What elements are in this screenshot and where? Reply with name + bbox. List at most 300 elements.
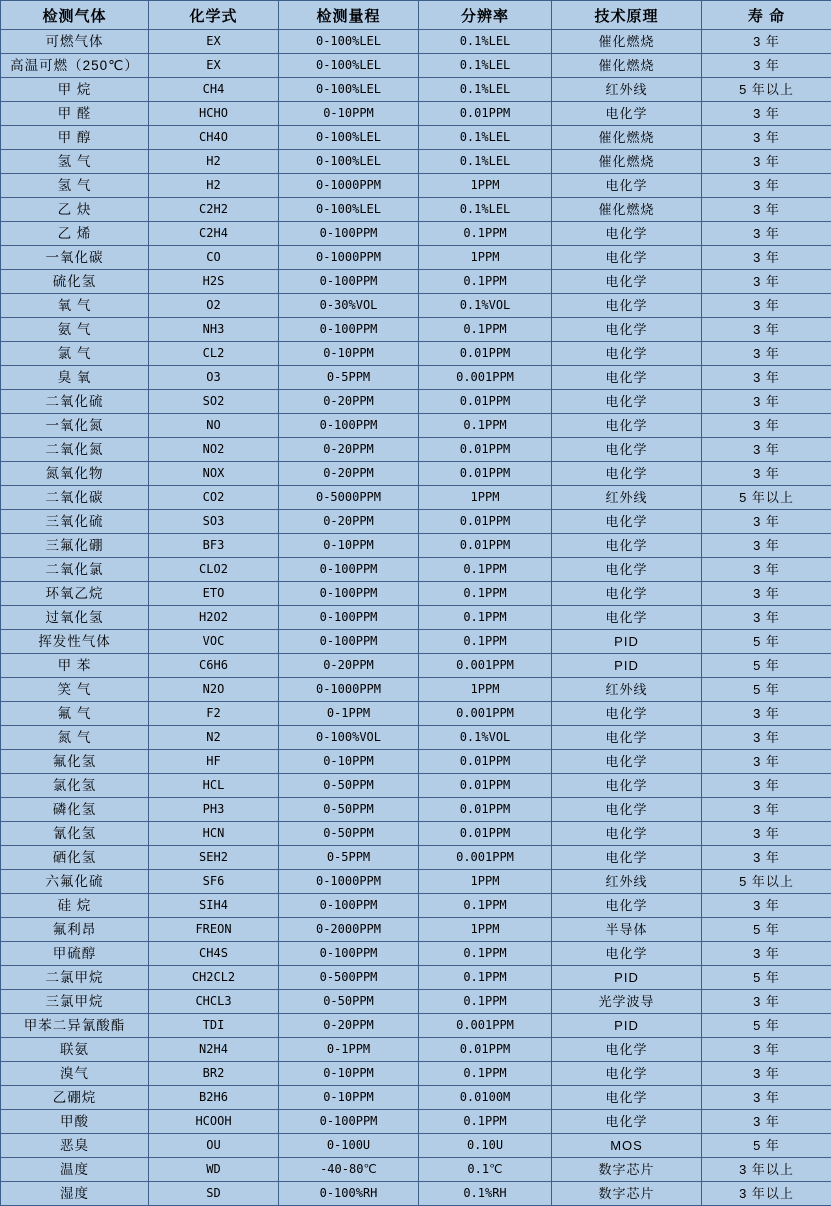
cell-range: 0-20PPM bbox=[279, 654, 419, 678]
table-row bbox=[1, 1110, 831, 1134]
cell-resolution: 1PPM bbox=[419, 870, 552, 894]
cell-resolution: 0.01PPM bbox=[419, 534, 552, 558]
table-row bbox=[1, 390, 831, 414]
cell-life: 3 年 bbox=[702, 582, 831, 606]
table-row bbox=[1, 990, 831, 1014]
cell-formula: NO2 bbox=[149, 438, 279, 462]
cell-range: 0-100U bbox=[279, 1134, 419, 1158]
cell-life: 5 年 bbox=[702, 918, 831, 942]
cell-principle: 电化学 bbox=[552, 294, 702, 318]
cell-life: 3 年 bbox=[702, 606, 831, 630]
cell-life: 3 年 bbox=[702, 1062, 831, 1086]
cell-range: 0-20PPM bbox=[279, 1014, 419, 1038]
cell-principle: 电化学 bbox=[552, 774, 702, 798]
column-header-gas: 检测气体 bbox=[1, 1, 149, 30]
cell-range: 0-100PPM bbox=[279, 318, 419, 342]
cell-gas: 氮氧化物 bbox=[1, 462, 149, 486]
cell-range: 0-30%VOL bbox=[279, 294, 419, 318]
cell-formula: SEH2 bbox=[149, 846, 279, 870]
cell-resolution: 1PPM bbox=[419, 174, 552, 198]
cell-principle: 红外线 bbox=[552, 678, 702, 702]
cell-resolution: 0.1PPM bbox=[419, 606, 552, 630]
cell-gas: 硒化氢 bbox=[1, 846, 149, 870]
cell-formula: H2O2 bbox=[149, 606, 279, 630]
cell-principle: 电化学 bbox=[552, 462, 702, 486]
cell-range: 0-50PPM bbox=[279, 774, 419, 798]
cell-range: 0-5000PPM bbox=[279, 486, 419, 510]
cell-formula: CH2CL2 bbox=[149, 966, 279, 990]
cell-life: 3 年 bbox=[702, 534, 831, 558]
cell-gas: 氯 气 bbox=[1, 342, 149, 366]
table-row bbox=[1, 222, 831, 246]
cell-life: 3 年以上 bbox=[702, 1182, 831, 1206]
cell-gas: 一氧化氮 bbox=[1, 414, 149, 438]
cell-formula: NH3 bbox=[149, 318, 279, 342]
table-row bbox=[1, 702, 831, 726]
table-row bbox=[1, 846, 831, 870]
cell-formula: SF6 bbox=[149, 870, 279, 894]
cell-gas: 三氯甲烷 bbox=[1, 990, 149, 1014]
column-header-life: 寿 命 bbox=[702, 1, 831, 30]
cell-resolution: 0.1PPM bbox=[419, 1110, 552, 1134]
cell-gas: 溴气 bbox=[1, 1062, 149, 1086]
cell-gas: 甲酸 bbox=[1, 1110, 149, 1134]
cell-gas: 甲硫醇 bbox=[1, 942, 149, 966]
cell-principle: 电化学 bbox=[552, 390, 702, 414]
cell-range: 0-100PPM bbox=[279, 582, 419, 606]
cell-life: 3 年 bbox=[702, 1110, 831, 1134]
cell-range: 0-5PPM bbox=[279, 366, 419, 390]
cell-formula: HCN bbox=[149, 822, 279, 846]
cell-range: 0-1000PPM bbox=[279, 870, 419, 894]
table-row bbox=[1, 606, 831, 630]
cell-principle: 数字芯片 bbox=[552, 1182, 702, 1206]
cell-range: 0-50PPM bbox=[279, 990, 419, 1014]
cell-resolution: 0.01PPM bbox=[419, 774, 552, 798]
cell-life: 3 年 bbox=[702, 174, 831, 198]
table-row bbox=[1, 270, 831, 294]
cell-principle: 电化学 bbox=[552, 534, 702, 558]
cell-life: 3 年 bbox=[702, 558, 831, 582]
cell-life: 3 年 bbox=[702, 126, 831, 150]
cell-principle: 电化学 bbox=[552, 894, 702, 918]
cell-formula: CH4O bbox=[149, 126, 279, 150]
cell-formula: NOX bbox=[149, 462, 279, 486]
cell-principle: 电化学 bbox=[552, 270, 702, 294]
cell-formula: CH4S bbox=[149, 942, 279, 966]
cell-gas: 硫化氢 bbox=[1, 270, 149, 294]
cell-gas: 高温可燃（250℃） bbox=[1, 54, 149, 78]
table-row bbox=[1, 246, 831, 270]
cell-principle: 半导体 bbox=[552, 918, 702, 942]
cell-range: 0-100PPM bbox=[279, 222, 419, 246]
cell-resolution: 0.01PPM bbox=[419, 1038, 552, 1062]
cell-resolution: 0.1%LEL bbox=[419, 126, 552, 150]
cell-formula: BR2 bbox=[149, 1062, 279, 1086]
cell-gas: 六氟化硫 bbox=[1, 870, 149, 894]
cell-life: 3 年 bbox=[702, 390, 831, 414]
table-row bbox=[1, 750, 831, 774]
cell-range: 0-100PPM bbox=[279, 894, 419, 918]
cell-formula: WD bbox=[149, 1158, 279, 1182]
cell-gas: 二氧化氮 bbox=[1, 438, 149, 462]
cell-gas: 氰化氢 bbox=[1, 822, 149, 846]
cell-life: 3 年以上 bbox=[702, 1158, 831, 1182]
table-row bbox=[1, 1014, 831, 1038]
table-row bbox=[1, 822, 831, 846]
cell-life: 3 年 bbox=[702, 54, 831, 78]
cell-life: 3 年 bbox=[702, 102, 831, 126]
table-header-row bbox=[1, 1, 831, 30]
cell-life: 3 年 bbox=[702, 294, 831, 318]
cell-principle: 电化学 bbox=[552, 246, 702, 270]
cell-principle: 电化学 bbox=[552, 1086, 702, 1110]
table-row bbox=[1, 774, 831, 798]
table-row bbox=[1, 414, 831, 438]
cell-gas: 二氯甲烷 bbox=[1, 966, 149, 990]
cell-formula: SO3 bbox=[149, 510, 279, 534]
cell-formula: FREON bbox=[149, 918, 279, 942]
cell-formula: ETO bbox=[149, 582, 279, 606]
cell-gas: 三氧化硫 bbox=[1, 510, 149, 534]
cell-formula: B2H6 bbox=[149, 1086, 279, 1110]
cell-formula: F2 bbox=[149, 702, 279, 726]
table-row bbox=[1, 630, 831, 654]
cell-principle: 电化学 bbox=[552, 174, 702, 198]
cell-range: 0-10PPM bbox=[279, 342, 419, 366]
cell-formula: PH3 bbox=[149, 798, 279, 822]
cell-range: 0-100PPM bbox=[279, 270, 419, 294]
cell-principle: 电化学 bbox=[552, 582, 702, 606]
table-row bbox=[1, 558, 831, 582]
table-row bbox=[1, 486, 831, 510]
cell-principle: 光学波导 bbox=[552, 990, 702, 1014]
cell-gas: 氢 气 bbox=[1, 150, 149, 174]
table-row bbox=[1, 342, 831, 366]
cell-life: 3 年 bbox=[702, 366, 831, 390]
cell-resolution: 0.01PPM bbox=[419, 510, 552, 534]
cell-range: 0-50PPM bbox=[279, 798, 419, 822]
cell-resolution: 0.01PPM bbox=[419, 750, 552, 774]
table-row bbox=[1, 1134, 831, 1158]
cell-range: 0-20PPM bbox=[279, 462, 419, 486]
cell-resolution: 0.01PPM bbox=[419, 342, 552, 366]
cell-formula: O3 bbox=[149, 366, 279, 390]
cell-resolution: 0.1PPM bbox=[419, 558, 552, 582]
table-row bbox=[1, 438, 831, 462]
cell-principle: 电化学 bbox=[552, 942, 702, 966]
cell-principle: 电化学 bbox=[552, 606, 702, 630]
cell-range: 0-20PPM bbox=[279, 438, 419, 462]
cell-resolution: 0.1PPM bbox=[419, 990, 552, 1014]
cell-life: 3 年 bbox=[702, 438, 831, 462]
cell-formula: CLO2 bbox=[149, 558, 279, 582]
cell-gas: 三氟化硼 bbox=[1, 534, 149, 558]
cell-principle: 电化学 bbox=[552, 750, 702, 774]
cell-principle: 电化学 bbox=[552, 1038, 702, 1062]
table-row bbox=[1, 918, 831, 942]
cell-principle: 电化学 bbox=[552, 1110, 702, 1134]
cell-resolution: 0.1PPM bbox=[419, 270, 552, 294]
table-row bbox=[1, 1086, 831, 1110]
table-row bbox=[1, 30, 831, 54]
cell-resolution: 0.1PPM bbox=[419, 894, 552, 918]
table-row bbox=[1, 462, 831, 486]
cell-principle: 红外线 bbox=[552, 870, 702, 894]
cell-resolution: 1PPM bbox=[419, 246, 552, 270]
cell-principle: 电化学 bbox=[552, 1062, 702, 1086]
cell-life: 3 年 bbox=[702, 510, 831, 534]
cell-resolution: 0.10U bbox=[419, 1134, 552, 1158]
cell-formula: CO2 bbox=[149, 486, 279, 510]
cell-resolution: 0.001PPM bbox=[419, 366, 552, 390]
cell-resolution: 0.1%LEL bbox=[419, 150, 552, 174]
table-row bbox=[1, 798, 831, 822]
cell-resolution: 0.0100M bbox=[419, 1086, 552, 1110]
cell-resolution: 0.01PPM bbox=[419, 462, 552, 486]
cell-formula: VOC bbox=[149, 630, 279, 654]
cell-gas: 氟 气 bbox=[1, 702, 149, 726]
cell-resolution: 0.001PPM bbox=[419, 846, 552, 870]
cell-resolution: 0.1%LEL bbox=[419, 54, 552, 78]
cell-range: 0-10PPM bbox=[279, 102, 419, 126]
cell-gas: 甲苯二异氰酸酯 bbox=[1, 1014, 149, 1038]
table-row bbox=[1, 294, 831, 318]
cell-range: 0-100PPM bbox=[279, 942, 419, 966]
table-row bbox=[1, 894, 831, 918]
cell-range: 0-1000PPM bbox=[279, 678, 419, 702]
cell-range: 0-20PPM bbox=[279, 510, 419, 534]
cell-formula: O2 bbox=[149, 294, 279, 318]
table-row bbox=[1, 534, 831, 558]
cell-resolution: 0.001PPM bbox=[419, 1014, 552, 1038]
cell-formula: C2H4 bbox=[149, 222, 279, 246]
cell-formula: EX bbox=[149, 30, 279, 54]
cell-principle: 催化燃烧 bbox=[552, 198, 702, 222]
cell-principle: 电化学 bbox=[552, 558, 702, 582]
cell-life: 3 年 bbox=[702, 1038, 831, 1062]
cell-gas: 氟化氢 bbox=[1, 750, 149, 774]
cell-range: 0-100%LEL bbox=[279, 54, 419, 78]
cell-resolution: 0.1PPM bbox=[419, 942, 552, 966]
cell-gas: 挥发性气体 bbox=[1, 630, 149, 654]
cell-gas: 过氧化氢 bbox=[1, 606, 149, 630]
cell-life: 5 年以上 bbox=[702, 78, 831, 102]
cell-gas: 一氧化碳 bbox=[1, 246, 149, 270]
cell-formula: N2 bbox=[149, 726, 279, 750]
table-row bbox=[1, 102, 831, 126]
cell-formula: NO bbox=[149, 414, 279, 438]
cell-resolution: 0.01PPM bbox=[419, 390, 552, 414]
cell-principle: 电化学 bbox=[552, 510, 702, 534]
table-row bbox=[1, 966, 831, 990]
cell-principle: 电化学 bbox=[552, 438, 702, 462]
cell-resolution: 0.1%LEL bbox=[419, 198, 552, 222]
cell-resolution: 1PPM bbox=[419, 918, 552, 942]
cell-range: 0-5PPM bbox=[279, 846, 419, 870]
column-header-resolution: 分辨率 bbox=[419, 1, 552, 30]
cell-gas: 二氧化碳 bbox=[1, 486, 149, 510]
table-row bbox=[1, 1182, 831, 1206]
cell-principle: 电化学 bbox=[552, 318, 702, 342]
cell-resolution: 0.1PPM bbox=[419, 1062, 552, 1086]
cell-gas: 氯化氢 bbox=[1, 774, 149, 798]
cell-principle: MOS bbox=[552, 1134, 702, 1158]
cell-range: 0-100%LEL bbox=[279, 198, 419, 222]
table-row bbox=[1, 54, 831, 78]
cell-life: 3 年 bbox=[702, 750, 831, 774]
cell-resolution: 0.01PPM bbox=[419, 438, 552, 462]
cell-life: 3 年 bbox=[702, 222, 831, 246]
cell-life: 3 年 bbox=[702, 846, 831, 870]
cell-range: 0-10PPM bbox=[279, 750, 419, 774]
cell-range: 0-100%VOL bbox=[279, 726, 419, 750]
cell-formula: N2O bbox=[149, 678, 279, 702]
cell-resolution: 1PPM bbox=[419, 486, 552, 510]
cell-formula: C2H2 bbox=[149, 198, 279, 222]
cell-range: 0-100PPM bbox=[279, 1110, 419, 1134]
cell-range: 0-50PPM bbox=[279, 822, 419, 846]
cell-gas: 联氨 bbox=[1, 1038, 149, 1062]
cell-formula: OU bbox=[149, 1134, 279, 1158]
cell-life: 3 年 bbox=[702, 990, 831, 1014]
cell-life: 3 年 bbox=[702, 894, 831, 918]
cell-range: 0-1000PPM bbox=[279, 246, 419, 270]
cell-resolution: 0.1PPM bbox=[419, 582, 552, 606]
table-row bbox=[1, 1062, 831, 1086]
table-body bbox=[1, 30, 831, 1206]
cell-formula: HF bbox=[149, 750, 279, 774]
cell-gas: 氧 气 bbox=[1, 294, 149, 318]
cell-life: 5 年 bbox=[702, 1134, 831, 1158]
cell-gas: 氨 气 bbox=[1, 318, 149, 342]
cell-life: 3 年 bbox=[702, 30, 831, 54]
cell-principle: 电化学 bbox=[552, 702, 702, 726]
cell-formula: CO bbox=[149, 246, 279, 270]
cell-formula: C6H6 bbox=[149, 654, 279, 678]
cell-formula: SO2 bbox=[149, 390, 279, 414]
cell-range: 0-100%LEL bbox=[279, 78, 419, 102]
cell-life: 3 年 bbox=[702, 942, 831, 966]
table-row bbox=[1, 366, 831, 390]
cell-resolution: 0.1%VOL bbox=[419, 294, 552, 318]
cell-principle: 催化燃烧 bbox=[552, 126, 702, 150]
cell-resolution: 0.1PPM bbox=[419, 414, 552, 438]
cell-principle: 电化学 bbox=[552, 726, 702, 750]
cell-formula: SD bbox=[149, 1182, 279, 1206]
cell-resolution: 0.01PPM bbox=[419, 822, 552, 846]
column-header-principle: 技术原理 bbox=[552, 1, 702, 30]
cell-range: 0-100%RH bbox=[279, 1182, 419, 1206]
cell-range: 0-10PPM bbox=[279, 534, 419, 558]
table-row bbox=[1, 1158, 831, 1182]
cell-formula: TDI bbox=[149, 1014, 279, 1038]
cell-life: 5 年 bbox=[702, 1014, 831, 1038]
table-row bbox=[1, 582, 831, 606]
table-row bbox=[1, 1038, 831, 1062]
cell-life: 3 年 bbox=[702, 414, 831, 438]
cell-life: 5 年 bbox=[702, 678, 831, 702]
table-row bbox=[1, 726, 831, 750]
cell-life: 3 年 bbox=[702, 198, 831, 222]
cell-range: 0-100%LEL bbox=[279, 150, 419, 174]
cell-formula: CL2 bbox=[149, 342, 279, 366]
cell-resolution: 0.1PPM bbox=[419, 966, 552, 990]
cell-life: 3 年 bbox=[702, 822, 831, 846]
cell-gas: 乙 烯 bbox=[1, 222, 149, 246]
cell-range: -40-80℃ bbox=[279, 1158, 419, 1182]
cell-range: 0-100%LEL bbox=[279, 30, 419, 54]
cell-life: 3 年 bbox=[702, 798, 831, 822]
cell-gas: 硅 烷 bbox=[1, 894, 149, 918]
cell-principle: 电化学 bbox=[552, 366, 702, 390]
column-header-formula: 化学式 bbox=[149, 1, 279, 30]
cell-range: 0-10PPM bbox=[279, 1062, 419, 1086]
table-row bbox=[1, 174, 831, 198]
cell-range: 0-100PPM bbox=[279, 558, 419, 582]
table-row bbox=[1, 654, 831, 678]
cell-gas: 乙 炔 bbox=[1, 198, 149, 222]
cell-principle: 数字芯片 bbox=[552, 1158, 702, 1182]
cell-resolution: 0.1℃ bbox=[419, 1158, 552, 1182]
cell-principle: PID bbox=[552, 654, 702, 678]
cell-gas: 二氧化氯 bbox=[1, 558, 149, 582]
cell-life: 3 年 bbox=[702, 462, 831, 486]
cell-principle: 电化学 bbox=[552, 102, 702, 126]
table-row bbox=[1, 870, 831, 894]
cell-principle: PID bbox=[552, 1014, 702, 1038]
cell-formula: H2 bbox=[149, 150, 279, 174]
cell-resolution: 0.1%LEL bbox=[419, 30, 552, 54]
cell-life: 3 年 bbox=[702, 1086, 831, 1110]
cell-range: 0-100%LEL bbox=[279, 126, 419, 150]
cell-formula: H2S bbox=[149, 270, 279, 294]
cell-resolution: 0.1PPM bbox=[419, 630, 552, 654]
cell-gas: 甲 醇 bbox=[1, 126, 149, 150]
cell-life: 3 年 bbox=[702, 726, 831, 750]
cell-formula: H2 bbox=[149, 174, 279, 198]
cell-range: 0-500PPM bbox=[279, 966, 419, 990]
cell-resolution: 0.01PPM bbox=[419, 102, 552, 126]
cell-formula: N2H4 bbox=[149, 1038, 279, 1062]
table-row bbox=[1, 198, 831, 222]
cell-principle: 电化学 bbox=[552, 846, 702, 870]
cell-range: 0-10PPM bbox=[279, 1086, 419, 1110]
cell-formula: HCL bbox=[149, 774, 279, 798]
table-row bbox=[1, 678, 831, 702]
cell-resolution: 0.1PPM bbox=[419, 222, 552, 246]
cell-range: 0-1PPM bbox=[279, 1038, 419, 1062]
cell-life: 5 年 bbox=[702, 654, 831, 678]
cell-range: 0-100PPM bbox=[279, 414, 419, 438]
cell-gas: 氮 气 bbox=[1, 726, 149, 750]
cell-formula: CHCL3 bbox=[149, 990, 279, 1014]
cell-principle: 催化燃烧 bbox=[552, 54, 702, 78]
cell-formula: HCHO bbox=[149, 102, 279, 126]
cell-principle: PID bbox=[552, 630, 702, 654]
table-row bbox=[1, 126, 831, 150]
cell-principle: 电化学 bbox=[552, 822, 702, 846]
cell-life: 3 年 bbox=[702, 774, 831, 798]
cell-principle: 电化学 bbox=[552, 222, 702, 246]
cell-formula: CH4 bbox=[149, 78, 279, 102]
cell-gas: 氢 气 bbox=[1, 174, 149, 198]
cell-range: 0-2000PPM bbox=[279, 918, 419, 942]
cell-life: 3 年 bbox=[702, 246, 831, 270]
cell-gas: 磷化氢 bbox=[1, 798, 149, 822]
cell-gas: 温度 bbox=[1, 1158, 149, 1182]
cell-life: 3 年 bbox=[702, 318, 831, 342]
